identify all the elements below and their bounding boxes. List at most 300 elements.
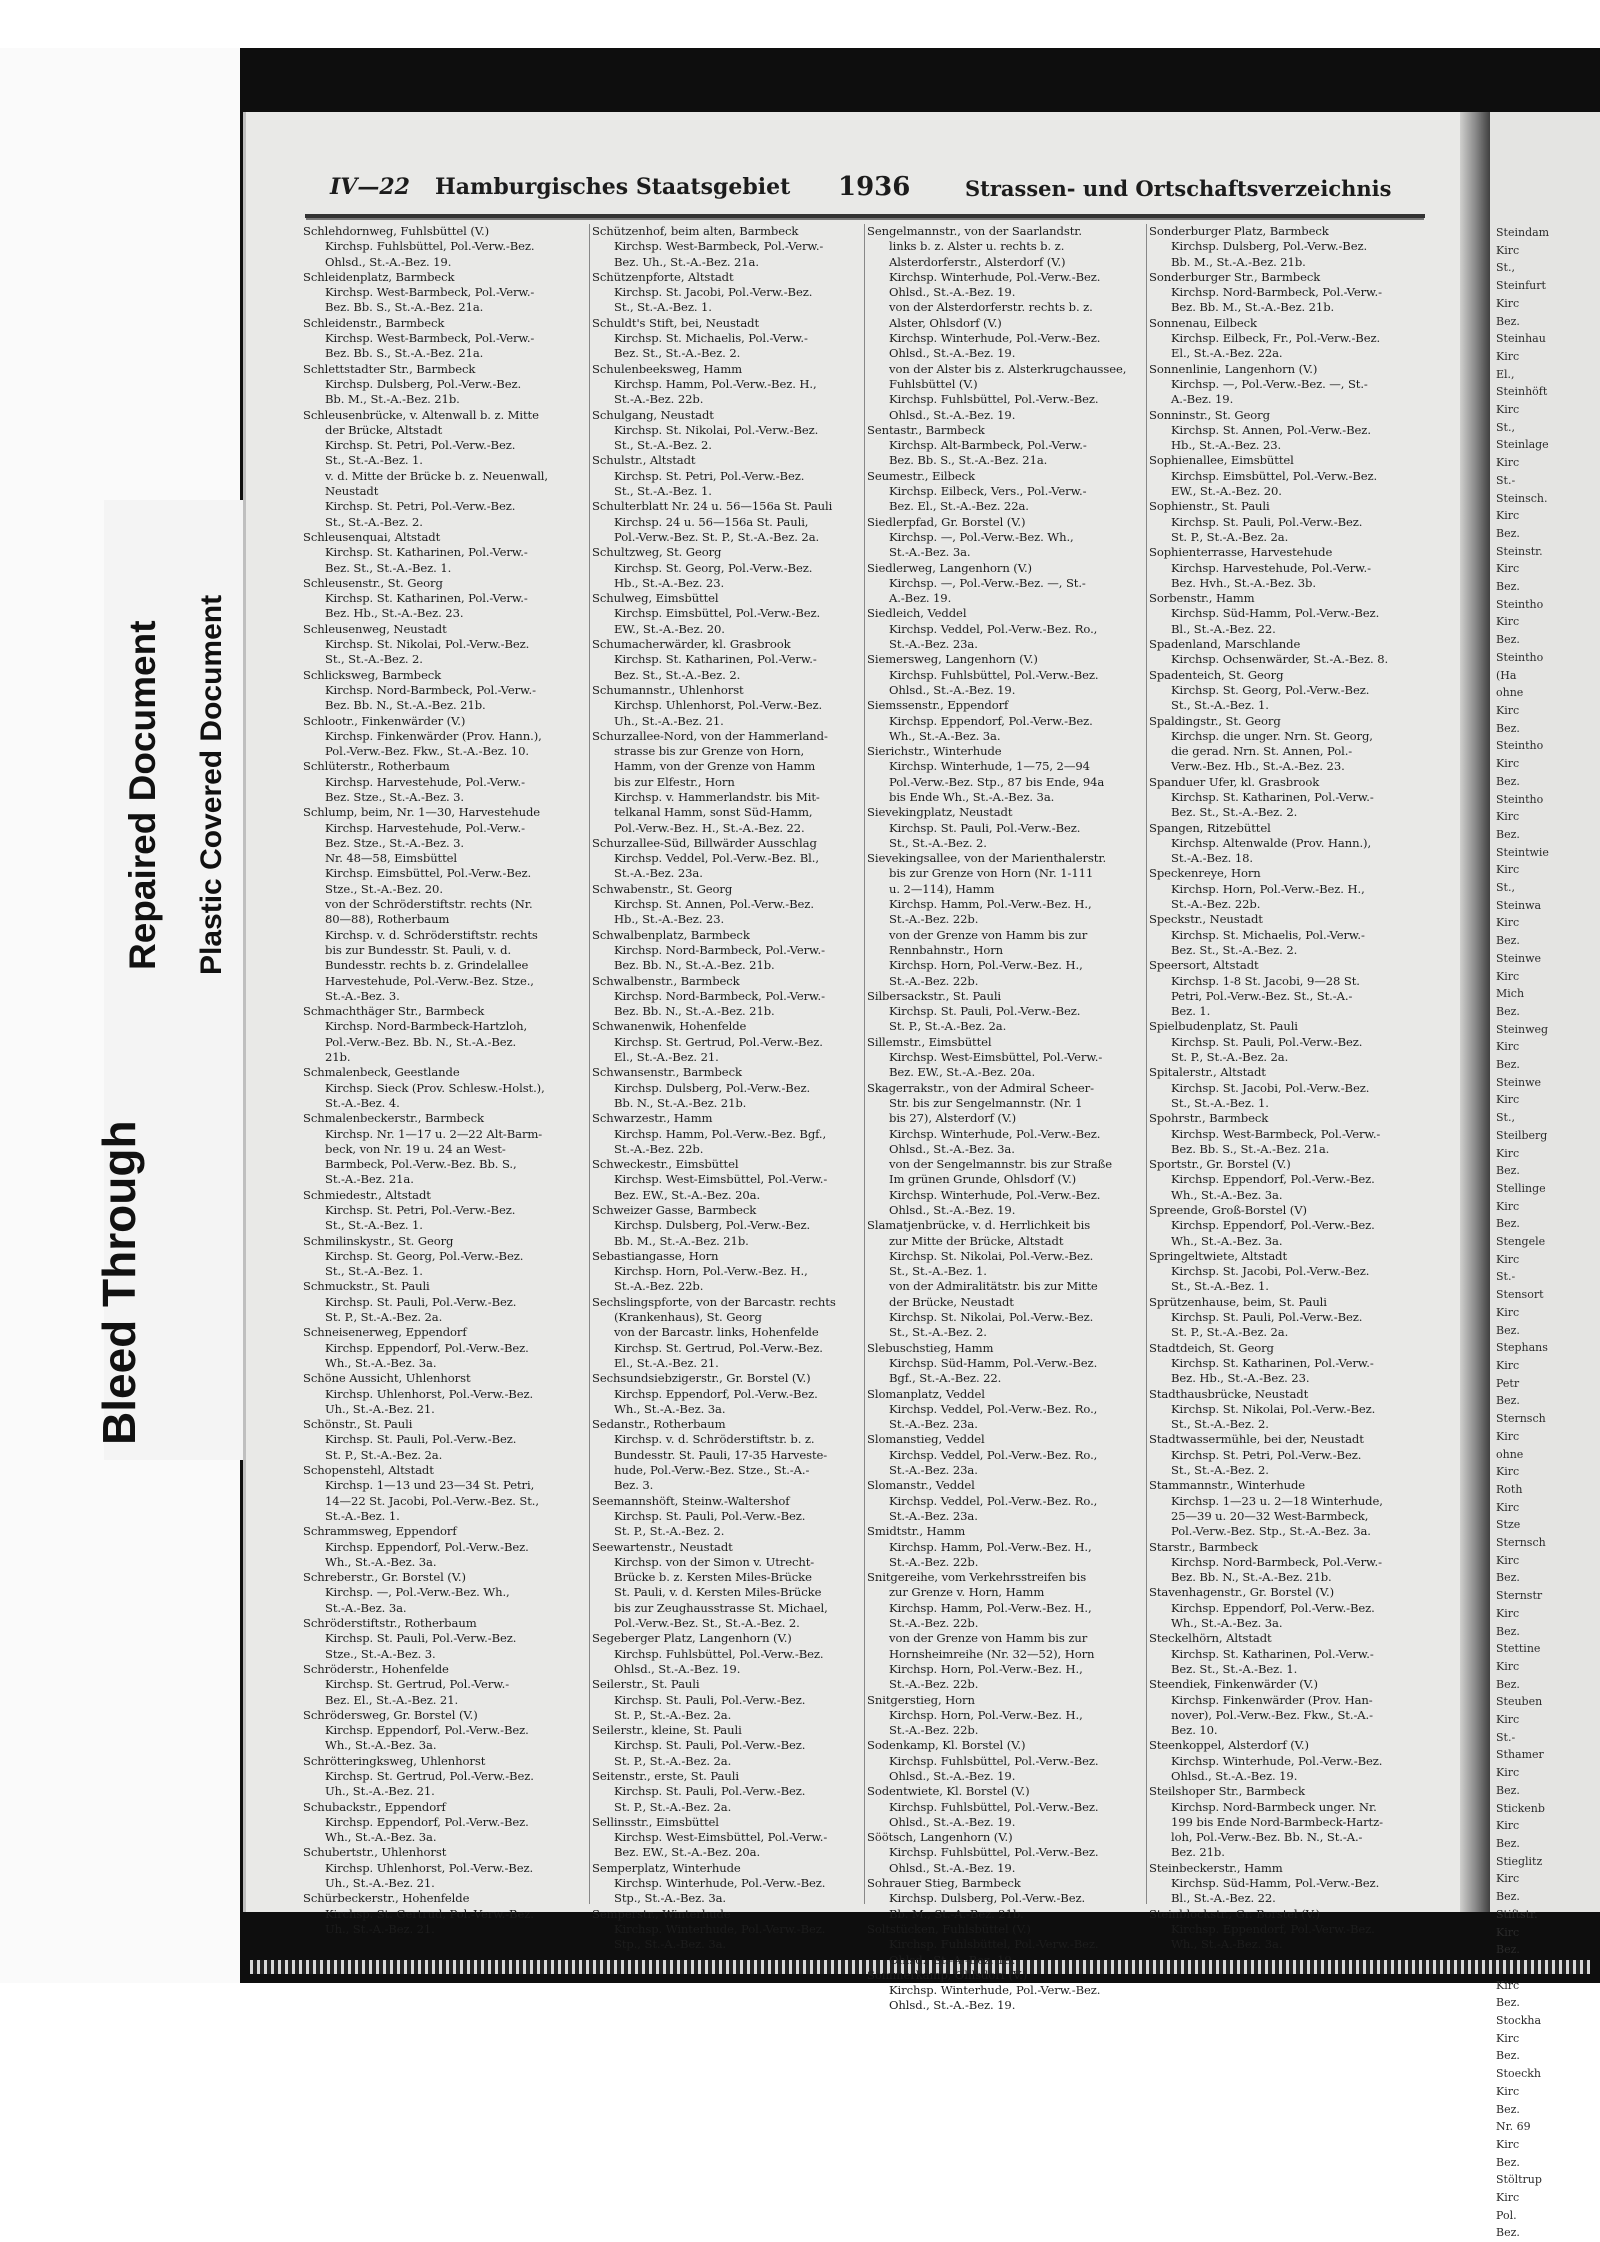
entry-detail: von der Sengelmannstr. bis zur Straße [889,1157,1113,1172]
entry-detail: Kirchsp. St. Petri, Pol.-Verw.-Bez. [1171,1447,1362,1462]
entry-detail: Kirchsp. von der Simon v. Utrecht- [614,1554,815,1569]
next-page-fragment: Sthamer [1496,1748,1544,1762]
next-page-fragment: Bez. [1496,2102,1520,2116]
entry-heading: Schwarzestr., Hamm [592,1111,713,1126]
entry-detail: von der Grenze von Hamm bis zur [889,927,1088,942]
entry-detail: hude, Pol.-Verw.-Bez. Stze., St.-A.- [614,1463,810,1478]
entry-detail: Kirchsp. Nr. 1—17 u. 2—22 Alt-Barm- [325,1126,543,1141]
entry-detail: Kirchsp. Eppendorf, Pol.-Verw.-Bez. [325,1814,529,1829]
entry-heading: Schleidenplatz, Barmbeck [303,269,455,284]
entry-heading: Sommerkamp, Ohlsdorf (V.) [867,1967,1028,1982]
entry-heading: Sechsundsiebzigerstr., Gr. Borstel (V.) [592,1371,811,1386]
entry-detail: Kirchsp. Nord-Barmbeck, Pol.-Verw.- [614,942,825,957]
entry-detail: Kirchsp. St. Petri, Pol.-Verw.-Bez. [325,1203,516,1217]
entry-detail: Kirchsp. Dulsberg, Pol.-Verw.-Bez. [614,1218,811,1233]
entry-detail: von der Schröderstiftstr. rechts (Nr. [325,897,533,912]
entry-detail: Kirchsp. Veddel, Pol.-Verw.-Bez. Ro., [889,1493,1098,1508]
entry-detail: EW., St.-A.-Bez. 20. [614,621,725,636]
entry-detail: St.-A.-Bez. 3a. [325,1600,407,1615]
next-page-fragment: Kirc [1496,1465,1520,1479]
next-page-fragment: Stickenb [1496,1801,1545,1815]
entry-detail: Brücke b. z. Kersten Miles-Brücke [614,1570,812,1585]
next-page-fragment: Bez. [1496,2226,1520,2240]
entry-detail: Pol.-Verw.-Bez. Fkw., St.-A.-Bez. 10. [325,744,529,759]
entry-detail: Bez. Hb., St.-A.-Bez. 23. [1171,1371,1310,1386]
entry-detail: Stze., St.-A.-Bez. 20. [325,881,443,896]
entry-heading: Spadenteich, St. Georg [1149,667,1284,682]
entry-detail: Bez. EW., St.-A.-Bez. 20a. [889,1065,1036,1080]
entry-detail: Kirchsp. Süd-Hamm, Pol.-Verw.-Bez. [1171,606,1380,621]
entry-heading: Siemersweg, Langenhorn (V.) [867,652,1038,667]
entry-heading: Schweckestr., Eimsbüttel [592,1157,739,1172]
next-page-fragment: Kirc [1496,1359,1520,1372]
entry-detail: Kirchsp. Hamm, Pol.-Verw.-Bez. H., [614,376,817,391]
entry-detail: zur Grenze v. Horn, Hamm [889,1585,1045,1600]
entry-detail: Kirchsp. West-Barmbeck, Pol.-Verw.- [325,331,535,346]
entry-detail: Wh., St.-A.-Bez. 3a. [889,728,1001,743]
entry-detail: Kirchsp. St. Pauli, Pol.-Verw.-Bez. [1171,514,1363,529]
entry-heading: Schlootr., Finkenwärder (V.) [303,713,466,728]
entry-detail: Kirchsp. West-Barmbeck, Pol.-Verw.- [1171,1126,1381,1141]
next-page-fragment: St.- [1496,1270,1516,1284]
next-page-fragment: Kirc [1496,2031,1520,2045]
entry-detail: Kirchsp. St. Pauli, Pol.-Verw.-Bez. [325,1294,517,1309]
label-repaired-document: Repaired Document [122,620,163,970]
entry-heading: Steendiek, Finkenwärder (V.) [1149,1677,1318,1692]
entry-detail: Kirchsp. Harvestehude, Pol.-Verw.- [1171,560,1371,575]
entry-detail: Kirchsp. St. Katharinen, Pol.-Verw.- [325,545,528,560]
entry-detail: Uh., St.-A.-Bez. 21. [325,1784,435,1799]
next-page-fragment: Bez. [1496,1943,1520,1957]
entry-detail: Kirchsp. St. Georg, Pol.-Verw.-Bez. [325,1248,524,1263]
next-page-fragment: Kirc [1496,1872,1520,1886]
entry-heading: Schönstr., St. Pauli [303,1417,413,1432]
entry-detail: Kirchsp. Eimsbüttel, Pol.-Verw.-Bez. [325,866,532,881]
entry-detail: Kirchsp. Winterhude, Pol.-Verw.-Bez. [889,269,1101,284]
entry-heading: Schlettstadter Str., Barmbeck [303,361,476,376]
entry-detail: bis zur Zeughausstrasse St. Michael, [614,1600,828,1615]
entry-heading: Steinblockstr., Gr. Borstel (V.) [1149,1906,1320,1921]
entry-heading: Sechslingspforte, von der Barcastr. rechts [592,1294,836,1309]
next-page-fragment: Kirc [1496,2191,1520,2205]
next-page-fragment: Bez. [1496,1677,1520,1691]
entry-detail: Kirchsp. die unger. Nrn. St. Georg, [1171,728,1373,743]
entry-detail: Kirchsp. St. Gertrud, Pol.-Verw.-Bez. [325,1768,534,1783]
entry-heading: Slebuschstieg, Hamm [867,1340,994,1355]
entry-detail: Bez. Bb. N., St.-A.-Bez. 21b. [614,958,775,973]
entry-heading: Schulstr., Altstadt [592,453,696,468]
entry-heading: Stavenhagenstr., Gr. Borstel (V.) [1149,1585,1335,1600]
entry-detail: St.-A.-Bez. 23a. [889,637,978,652]
entry-detail: Kirchsp. Horn, Pol.-Verw.-Bez. H., [614,1264,808,1279]
entry-detail: bis 27), Alsterdorf (V.) [889,1111,1017,1126]
column-1 [303,224,587,1936]
next-page-fragment: Kirc [1496,757,1520,771]
next-page-fragment: Kirc [1496,1199,1520,1213]
next-page-fragment: Bez. [1496,2049,1520,2063]
next-page-fragment: El., [1496,367,1515,381]
entry-detail: St.-A.-Bez. 22b. [614,1279,704,1294]
entry-heading: Siedlerpfad, Gr. Borstel (V.) [867,514,1026,529]
next-page-fragment: Bez. [1496,1571,1520,1585]
entry-detail: Kirchsp. Eppendorf, Pol.-Verw.-Bez. [1171,1600,1375,1615]
entry-detail: Kirchsp. St. Michaelis, Pol.-Verw.- [1171,927,1365,942]
entry-detail: Kirchsp. Winterhude, 1—75, 2—94 [889,759,1090,774]
next-page-fragment: St., [1496,261,1515,275]
entry-detail: Nr. 48—58, Eimsbüttel [325,851,458,866]
entry-detail: Kirchsp. Eppendorf, Pol.-Verw.-Bez. [325,1723,529,1738]
next-page-fragment: Kirc [1496,1606,1520,1620]
entry-detail: Bez. Bb. N., St.-A.-Bez. 21b. [325,698,486,713]
entry-detail: Ohlsd., St.-A.-Bez. 19. [889,1814,1016,1829]
entry-detail: Kirchsp. Veddel, Pol.-Verw.-Bez. Bl., [614,851,819,866]
entry-detail: Kirchsp. Harvestehude, Pol.-Verw.- [325,774,525,789]
entry-heading: Spielbudenplatz, St. Pauli [1149,1019,1298,1034]
entry-heading: Sodenkamp, Kl. Borstel (V.) [867,1738,1026,1753]
entry-detail: St., St.-A.-Bez. 1. [889,1264,987,1279]
entry-heading: Sohrauer Stieg, Barmbeck [867,1876,1021,1891]
next-page-fragment: Kirc [1496,2084,1520,2098]
entry-detail: Kirchsp. Eppendorf, Pol.-Verw.-Bez. [325,1340,529,1355]
entry-detail: Bez. Bb. S., St.-A.-Bez. 21a. [889,453,1048,468]
header-rule [305,214,1425,218]
entry-detail: Kirchsp. Winterhude, Pol.-Verw.-Bez. [889,331,1101,346]
label-bleed-through: Bleed Through [93,1120,145,1445]
entry-heading: Sonnenau, Eilbeck [1149,315,1257,330]
next-page-fragment: Kirc [1496,1553,1520,1567]
entry-detail: Kirchsp. 24 u. 56—156a St. Pauli, [614,514,809,529]
entry-detail: Kirchsp. St. Gertrud, Pol.-Verw.- [325,1677,510,1692]
next-page-fragment: Bez. [1496,1394,1520,1408]
entry-detail: Kirchsp. 1—13 und 23—34 St. Petri, [325,1478,535,1493]
entry-detail: Bez. Uh., St.-A.-Bez. 21a. [614,254,759,269]
entry-detail: Kirchsp. Winterhude, Pol.-Verw.-Bez. [889,1187,1101,1202]
entry-detail: Ohlsd., St.-A.-Bez. 19. [325,254,452,269]
next-page-fragment: Kirc [1496,1305,1520,1319]
next-page-fragment: Steintho [1496,650,1544,664]
next-page-fragment: St.- [1496,1730,1516,1744]
entry-detail: Pol.-Verw.-Bez. Bb. N., St.-A.-Bez. [325,1034,517,1049]
entry-detail: Ohlsd., St.-A.-Bez. 19. [889,1203,1016,1217]
entry-heading: Spreende, Groß-Borstel (V) [1149,1203,1307,1217]
entry-detail: St.-A.-Bez. 1. [325,1508,400,1523]
entry-detail: Kirchsp. St. Pauli, Pol.-Verw.-Bez. [889,820,1081,835]
entry-heading: Sophienallee, Eimsbüttel [1149,453,1294,468]
entry-detail: Kirchsp. Ochsenwärder, St.-A.-Bez. 8. [1171,652,1389,667]
entry-detail: Kirchsp. Hamm, Pol.-Verw.-Bez. H., [889,1600,1092,1615]
entry-detail: Kirchsp. St. Nikolai, Pol.-Verw.-Bez. [1171,1401,1376,1416]
entry-heading: Springeltwiete, Altstadt [1149,1248,1288,1263]
entry-detail: Wh., St.-A.-Bez. 3a. [325,1554,437,1569]
entry-heading: Sedanstr., Rotherbaum [592,1417,726,1432]
entry-heading: Schrödersweg, Gr. Borstel (V.) [303,1707,478,1722]
next-page-fragment: Stieglitz [1496,1854,1543,1868]
next-page-fragment: Steinsch. [1496,491,1548,505]
entry-detail: beck, von Nr. 19 u. 24 an West- [325,1141,506,1156]
entry-detail: Bez. Hb., St.-A.-Bez. 23. [325,606,464,621]
entry-heading: Schurzallee-Süd, Billwärder Ausschlag [592,835,817,850]
next-page-fragment: Steinstr. [1496,544,1543,558]
entry-detail: Kirchsp. Fuhlsbüttel, Pol.-Verw.-Bez. [889,1845,1099,1860]
entry-detail: Kirchsp. Veddel, Pol.-Verw.-Bez. Ro., [889,621,1098,636]
entry-detail: Kirchsp. St. Katharinen, Pol.-Verw.- [1171,1355,1374,1370]
entry-heading: Spohrstr., Barmbeck [1149,1111,1269,1126]
entry-detail: St.-A.-Bez. 3. [325,988,400,1003]
entry-detail: Ohlsd., St.-A.-Bez. 19. [889,1860,1016,1875]
entry-detail: Bez. Stze., St.-A.-Bez. 3. [325,789,464,804]
entry-detail: Alster, Ohlsdorf (V.) [889,315,1002,330]
entry-detail: Kirchsp. St. Nikolai, Pol.-Verw.-Bez. [889,1248,1094,1263]
next-page-fragment: Bez. [1496,1836,1520,1850]
book-gutter [1460,112,1494,1912]
entry-detail: 199 bis Ende Nord-Barmbeck-Hartz- [1171,1814,1383,1829]
entry-heading: Schubackstr., Eppendorf [303,1799,446,1814]
next-page-fragment: Bez. [1496,721,1520,735]
page-header [330,170,1430,210]
entry-detail: Kirchsp. Harvestehude, Pol.-Verw.- [325,820,525,835]
entry-detail: der Brücke, Neustadt [889,1294,1014,1309]
next-page-fragment: Stockha [1496,2014,1542,2028]
entry-detail: St., St.-A.-Bez. 1. [1171,698,1269,713]
entry-detail: Kirchsp. St. Petri, Pol.-Verw.-Bez. [325,499,516,514]
entry-detail: Kirchsp. West-Eimsbüttel, Pol.-Verw.- [614,1172,828,1187]
next-page-fragment: ohne [1496,686,1524,700]
entry-heading: Stadtdeich, St. Georg [1149,1340,1274,1355]
entry-heading: Schlehdornweg, Fuhlsbüttel (V.) [303,224,489,238]
entry-detail: St. P., St.-A.-Bez. 2a. [1171,529,1289,544]
next-page-fragment: Kirc [1496,1040,1520,1054]
entry-detail: Wh., St.-A.-Bez. 3a. [614,1401,726,1416]
next-page-fragment: Steinweg [1496,1022,1549,1036]
next-page-fragment: Bez. [1496,1323,1520,1337]
entry-detail: Bundesstr. St. Pauli, 17-35 Harveste- [614,1447,828,1462]
next-page-fragment: Steintwie [1496,845,1549,859]
entry-detail: Kirchsp. St. Georg, Pol.-Verw.-Bez. [614,560,813,575]
next-page-fragment: Bez. [1496,526,1520,540]
entry-detail: El., St.-A.-Bez. 21. [614,1050,719,1065]
next-page-fragment: Steintho [1496,739,1544,753]
entry-heading: Schützenpforte, Altstadt [592,269,734,284]
next-page-fragment: Steinlage [1496,438,1549,452]
entry-heading: Spadenland, Marschlande [1149,637,1301,652]
entry-heading: Schulenbeeksweg, Hamm [592,361,743,376]
entry-detail: Kirchsp. St. Gertrud, Pol.-Verw.-Bez. [614,1340,823,1355]
entry-detail: Bb. M., St.-A.-Bez. 21b. [1171,254,1306,269]
entry-detail: Rennbahnstr., Horn [889,942,1004,957]
entry-detail: Bez. EW., St.-A.-Bez. 20a. [614,1845,761,1860]
entry-detail: Bez. Bb. S., St.-A.-Bez. 21a. [325,346,484,361]
entry-detail: Kirchsp. Veddel, Pol.-Verw.-Bez. Ro., [889,1447,1098,1462]
next-page-fragment: Bez. [1496,1004,1520,1018]
entry-detail: Kirchsp. Finkenwärder (Prov. Hann.), [325,728,542,743]
entry-detail: Pol.-Verw.-Bez. St., St.-A.-Bez. 2. [614,1616,800,1631]
next-page-fragment: Bez. [1496,934,1520,948]
entry-detail: Kirchsp. Horn, Pol.-Verw.-Bez. H., [889,958,1083,973]
entry-detail: Kirchsp. Altenwalde (Prov. Hann.), [1171,835,1372,850]
entry-heading: Sellinsstr., Eimsbüttel [592,1814,719,1829]
entry-detail: Kirchsp. Eppendorf, Pol.-Verw.-Bez. [325,1539,529,1554]
next-page-fragment: Bez. [1496,774,1520,788]
next-page-fragment: Kirc [1496,1500,1520,1514]
entry-detail: Kirchsp. Fuhlsbüttel, Pol.-Verw.-Bez. [889,392,1099,407]
next-page-fragment: Steinhau [1496,332,1546,346]
entry-detail: Stze., St.-A.-Bez. 3. [325,1646,436,1661]
entry-heading: Schmachthäger Str., Barmbeck [303,1004,485,1019]
entry-detail: Bb. N., St.-A.-Bez. 21b. [614,1095,747,1110]
entry-detail: Bundesstr. rechts b. z. Grindelallee [325,958,529,973]
entry-heading: Snitgereihe, vom Verkehrsstreifen bis [867,1570,1087,1585]
entry-detail: die gerad. Nrn. St. Annen, Pol.- [1171,744,1353,759]
entry-heading: Schleusenstr., St. Georg [303,575,443,590]
entry-detail: Bez. Bb. S., St.-A.-Bez. 21a. [325,300,484,315]
entry-detail: Kirchsp. Dulsberg, Pol.-Verw.-Bez. [325,376,522,391]
next-page-fragment: Petr [1496,1376,1520,1390]
next-page-fragment: Kirc [1496,1713,1520,1727]
entry-detail: Verw.-Bez. Hb., St.-A.-Bez. 23. [1171,759,1345,774]
entry-detail: EW., St.-A.-Bez. 20. [1171,484,1282,499]
next-page-fragment: Steinwe [1496,951,1541,965]
entry-detail: St., St.-A.-Bez. 1. [1171,1095,1269,1110]
entry-detail: St. P., St.-A.-Bez. 2a. [1171,1325,1289,1340]
next-page-fragment: Kirc [1496,243,1520,257]
entry-detail: Kirchsp. Winterhude, Pol.-Verw.-Bez. [614,1876,826,1891]
entry-detail: Kirchsp. Sieck (Prov. Schlesw.-Holst.), [325,1080,545,1095]
entry-detail: Bez. El., St.-A.-Bez. 21. [325,1692,459,1707]
next-page-fragment: Stensort [1496,1288,1544,1302]
next-page-fragment: Kirc [1496,1978,1520,1992]
entry-detail: St.-A.-Bez. 4. [325,1095,400,1110]
entry-detail: St.-A.-Bez. 23a. [889,1463,978,1478]
entry-heading: Schmalenbeckerstr., Barmbeck [303,1111,484,1126]
next-page-fragment: Kirc [1496,2137,1520,2151]
entry-detail: Kirchsp. Horn, Pol.-Verw.-Bez. H., [1171,881,1365,896]
entry-detail: loh, Pol.-Verw.-Bez. Bb. N., St.-A.- [1171,1830,1363,1845]
entry-detail: Bez. Bb. N., St.-A.-Bez. 21b. [1171,1570,1332,1585]
entry-detail: St., St.-A.-Bez. 2. [889,1325,987,1340]
entry-heading: Schrammsweg, Eppendorf [303,1524,457,1539]
entry-detail: St., St.-A.-Bez. 2. [614,438,712,453]
next-page-fragment: Bez. [1496,1996,1520,2010]
entry-detail: Kirchsp. St. Katharinen, Pol.-Verw.- [325,591,528,606]
entry-detail: Kirchsp. 1-8 St. Jacobi, 9—28 St. [1171,973,1360,988]
entry-heading: Sprützenhause, beim, St. Pauli [1149,1294,1327,1309]
entry-detail: Kirchsp. Winterhude, Pol.-Verw.-Bez. [1171,1753,1383,1768]
next-page-fragment: Kirc [1496,403,1520,417]
entry-heading: Stadthausbrücke, Neustadt [1149,1386,1309,1401]
entry-detail: u. 2—114), Hamm [889,881,995,896]
entry-detail: El., St.-A.-Bez. 22a. [1171,346,1283,361]
entry-heading: Slomanplatz, Veddel [867,1386,985,1401]
entry-detail: Kirchsp. Winterhude, Pol.-Verw.-Bez. [614,1921,826,1936]
entry-detail: 21b. [325,1050,351,1065]
entry-detail: St., St.-A.-Bez. 2. [889,835,987,850]
entry-detail: Bez. St., St.-A.-Bez. 2. [614,346,741,361]
entry-heading: Snitgerstieg, Horn [867,1692,975,1707]
entry-detail: Kirchsp. St. Pauli, Pol.-Verw.-Bez. [325,1631,517,1646]
entry-detail: Kirchsp. Hamm, Pol.-Verw.-Bez. H., [889,897,1092,912]
entry-detail: strasse bis zur Grenze von Horn, [614,744,805,759]
entry-heading: Steenkoppel, Alsterdorf (V.) [1149,1738,1309,1753]
entry-detail: Kirchsp. Fuhlsbüttel, Pol.-Verw.-Bez. [614,1646,824,1661]
entry-detail: bis zur Grenze von Horn (Nr. 1-111 [889,866,1094,881]
entry-detail: Fuhlsbüttel (V.) [889,376,978,391]
entry-detail: Kirchsp. Süd-Hamm, Pol.-Verw.-Bez. [889,1355,1098,1370]
next-page-fragment: Kirc [1496,509,1520,523]
entry-heading: Schleusenquai, Altstadt [303,529,441,544]
entry-heading: Seitenstr., erste, St. Pauli [592,1768,739,1783]
entry-detail: A.-Bez. 19. [889,591,952,606]
entry-detail: Uh., St.-A.-Bez. 21. [614,713,724,728]
entry-detail: Pol.-Verw.-Bez. St. P., St.-A.-Bez. 2a. [614,529,820,544]
next-page-fragment: Stiftstr. [1496,1907,1538,1921]
next-page-fragment: Kirc [1496,916,1520,930]
entry-detail: St. P., St.-A.-Bez. 2a. [614,1799,732,1814]
entry-heading: Schwalbenplatz, Barmbeck [592,927,750,942]
entry-detail: Bez. 3. [614,1478,654,1493]
entry-heading: Schleusenbrücke, v. Altenwall b. z. Mitte [303,407,539,422]
entry-heading: Schleusenweg, Neustadt [303,621,447,636]
entry-heading: Spitalerstr., Altstadt [1149,1065,1266,1080]
entry-detail: bis Ende Wh., St.-A.-Bez. 3a. [889,789,1055,804]
entry-heading: Schweizer Gasse, Barmbeck [592,1203,757,1217]
entry-detail: 80—88), Rotherbaum [325,912,450,927]
next-page-edge [1490,112,1600,2240]
entry-heading: Sievekingsallee, von der Marienthalerstr. [867,851,1107,866]
next-page-fragment: Kirc [1496,562,1520,576]
entry-detail: Kirchsp. —, Pol.-Verw.-Bez. —, St.- [1171,376,1368,391]
entry-detail: Uh., St.-A.-Bez. 21. [325,1876,435,1891]
year: 1936 [838,172,911,202]
entry-detail: Kirchsp. St. Nikolai, Pol.-Verw.-Bez. [614,422,819,437]
next-page-fragment: St., [1496,420,1515,434]
entry-detail: St.-A.-Bez. 22b. [889,1616,979,1631]
entry-detail: St.-A.-Bez. 21a. [325,1172,414,1187]
entry-detail: Kirchsp. Hamm, Pol.-Verw.-Bez. H., [889,1539,1092,1554]
entry-heading: Seewartenstr., Neustadt [592,1539,733,1554]
entry-detail: Kirchsp. Uhlenhorst, Pol.-Verw.-Bez. [325,1860,534,1875]
entry-detail: St. P., St.-A.-Bez. 2a. [1171,1050,1289,1065]
entry-detail: Ohlsd., St.-A.-Bez. 19. [614,1661,741,1676]
entry-heading: Smidtstr., Hamm [867,1524,966,1539]
entry-detail: Kirchsp. —, Pol.-Verw.-Bez. —, St.- [889,575,1086,590]
entry-detail: Kirchsp. Eppendorf, Pol.-Verw.-Bez. [1171,1218,1375,1233]
entry-heading: Sonderburger Platz, Barmbeck [1149,224,1329,238]
entry-detail: telkanal Hamm, sonst Süd-Hamm, [614,805,813,820]
entry-detail: von der Grenze von Hamm bis zur [889,1631,1088,1646]
entry-detail: Kirchsp. Nord-Barmbeck, Pol.-Verw.- [1171,1554,1382,1569]
next-page-fragment: Steuben [1496,1695,1543,1709]
entry-detail: St.-A.-Bez. 22b. [889,1677,979,1692]
entry-detail: Kirchsp. 1—23 u. 2—18 Winterhude, [1171,1493,1383,1508]
entry-heading: Silbersackstr., St. Pauli [867,988,1002,1003]
entry-heading: Spangen, Ritzebüttel [1149,820,1271,835]
entry-detail: St., St.-A.-Bez. 1. [325,453,423,468]
entry-detail: Kirchsp. Nord-Barmbeck, Pol.-Verw.- [325,682,536,697]
entry-detail: von der Alster bis z. Alsterkrugchaussee, [889,361,1127,376]
entry-detail: Kirchsp. St. Katharinen, Pol.-Verw.- [1171,789,1374,804]
entry-heading: Steckelhörn, Altstadt [1149,1631,1272,1646]
next-page-fragment: Bez. [1496,1624,1520,1638]
entry-heading: Stammannstr., Winterhude [1149,1478,1306,1493]
next-page-fragment: Bez. [1496,314,1520,328]
entry-detail: Wh., St.-A.-Bez. 3a. [325,1738,437,1753]
entry-detail: St. P., St.-A.-Bez. 2a. [325,1310,443,1325]
entry-detail: Hamm, von der Grenze von Hamm [614,759,816,774]
entry-heading: Schlump, beim, Nr. 1—30, Harvestehude [303,805,541,820]
entry-detail: Kirchsp. St. Petri, Pol.-Verw.-Bez. [325,438,516,453]
entry-detail: von der Alsterdorferstr. rechts b. z. [889,300,1093,315]
entry-detail: Kirchsp. v. d. Schröderstiftstr. rechts [325,927,538,942]
